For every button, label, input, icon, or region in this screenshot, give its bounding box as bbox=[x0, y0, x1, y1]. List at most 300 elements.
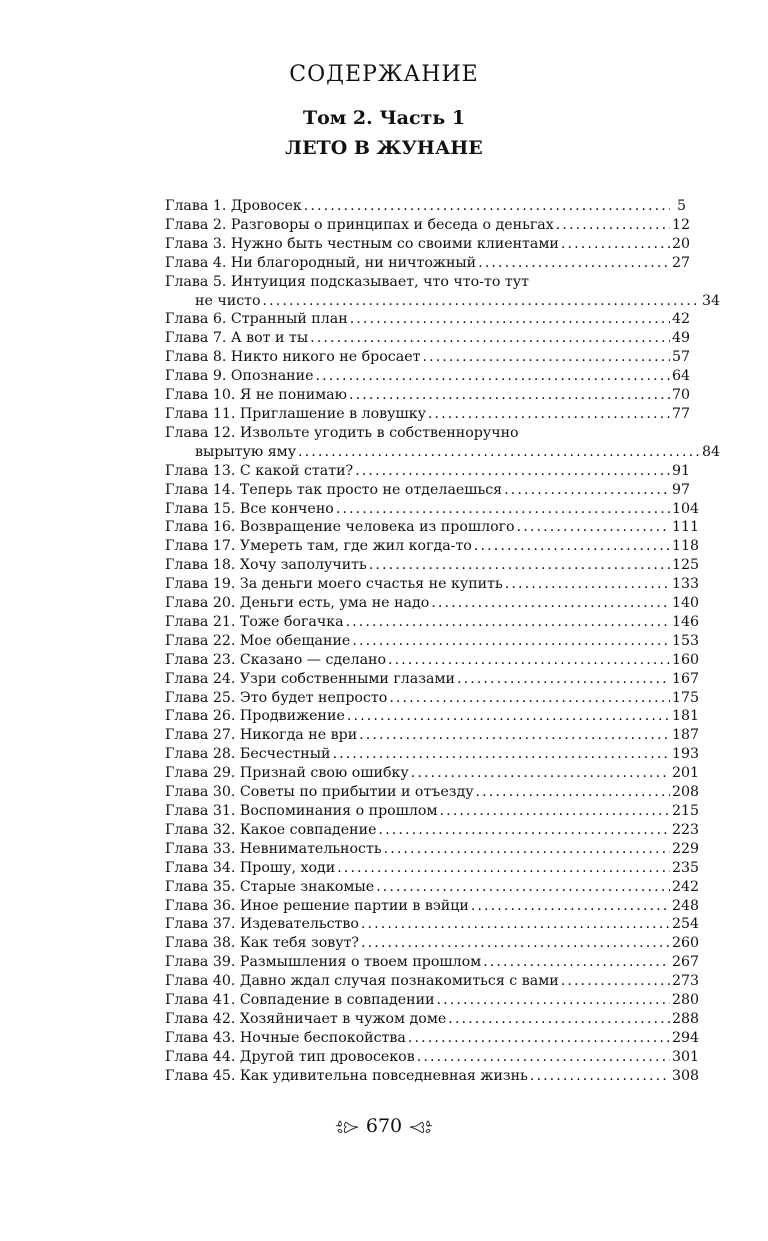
chapter-page: 254 bbox=[672, 916, 700, 933]
dot-leader bbox=[561, 235, 670, 254]
chapter-heading bbox=[165, 329, 308, 348]
chapter-page: 193 bbox=[672, 746, 700, 763]
toc-entry bbox=[165, 405, 691, 424]
chapter-page: 20 bbox=[672, 235, 691, 252]
chapter-label: Глава 41. bbox=[165, 992, 236, 1009]
chapter-page: 57 bbox=[672, 349, 691, 366]
dot-leader bbox=[355, 462, 670, 481]
chapter-page: 5 bbox=[676, 198, 686, 214]
toc-entry-line bbox=[165, 613, 700, 632]
chapter-label: Глава 40. bbox=[165, 973, 236, 990]
chapter-heading bbox=[165, 764, 409, 783]
chapter-page: 97 bbox=[672, 481, 691, 498]
chapter-heading bbox=[165, 934, 359, 953]
dot-leader bbox=[428, 405, 670, 424]
chapter-title: С какой стати? bbox=[239, 462, 354, 479]
toc-entry bbox=[165, 972, 700, 991]
toc-entry-line bbox=[165, 972, 700, 991]
toc-entry-line bbox=[165, 1029, 700, 1048]
chapter-label: Глава 23. bbox=[165, 651, 236, 668]
chapter-title: Советы по прибытии и отъезду bbox=[239, 784, 474, 801]
chapter-label: Глава 34. bbox=[165, 859, 236, 876]
dot-leader bbox=[505, 575, 670, 594]
chapter-label: Глава 31. bbox=[165, 803, 236, 819]
chapter-title: Опознание bbox=[230, 368, 314, 385]
chapter-heading bbox=[165, 915, 359, 934]
chapter-label: Глава 43. bbox=[165, 1029, 236, 1046]
chapter-label: Глава 16. bbox=[165, 519, 236, 536]
dot-leader bbox=[350, 310, 670, 329]
toc-entry bbox=[165, 1010, 700, 1029]
toc-entry bbox=[165, 537, 700, 556]
dot-leader bbox=[431, 594, 670, 613]
chapter-page: 248 bbox=[672, 897, 700, 914]
toc-entry-line bbox=[165, 197, 686, 216]
toc-entry-line bbox=[165, 348, 691, 367]
toc-entry bbox=[165, 216, 691, 235]
toc-entry-line bbox=[165, 386, 691, 405]
chapter-page: 167 bbox=[672, 670, 700, 687]
chapter-label: Глава 2. bbox=[165, 216, 227, 233]
chapter-label: Глава 28. bbox=[165, 746, 236, 763]
chapter-page: 160 bbox=[672, 651, 700, 668]
dot-leader bbox=[517, 518, 670, 537]
chapter-page: 201 bbox=[672, 765, 700, 782]
toc-entry bbox=[165, 1048, 700, 1067]
dot-leader bbox=[504, 481, 670, 500]
dot-leader bbox=[336, 500, 670, 519]
chapter-title: За деньги моего счастья не купить bbox=[239, 576, 503, 593]
chapter-heading bbox=[165, 462, 353, 481]
chapter-page: 42 bbox=[672, 311, 691, 328]
chapter-page: 181 bbox=[672, 708, 700, 725]
toc-entry bbox=[165, 859, 700, 878]
toc-entry bbox=[165, 878, 700, 897]
chapter-heading bbox=[165, 840, 382, 859]
chapter-label: Глава 17. bbox=[165, 538, 236, 555]
dot-leader bbox=[263, 292, 700, 311]
dot-leader bbox=[304, 197, 670, 216]
chapter-label: Глава 13. bbox=[165, 462, 236, 479]
toc-entry-line bbox=[165, 367, 691, 386]
chapter-heading bbox=[165, 197, 302, 216]
chapter-label: Глава 6. bbox=[165, 311, 227, 328]
flower-ornament-icon bbox=[408, 1118, 434, 1136]
chapter-title: Как тебя зовут? bbox=[239, 935, 360, 952]
chapter-title: Сказано — сделано bbox=[239, 651, 387, 668]
dot-leader bbox=[530, 1067, 670, 1086]
dot-leader bbox=[349, 386, 670, 405]
chapter-heading bbox=[165, 991, 435, 1010]
toc-entry bbox=[165, 594, 700, 613]
toc-entry-line bbox=[165, 1067, 700, 1086]
toc-entry bbox=[165, 235, 691, 254]
chapter-heading bbox=[165, 367, 313, 386]
dot-leader bbox=[422, 348, 670, 367]
chapter-label: Глава 36. bbox=[165, 897, 236, 914]
chapter-heading bbox=[165, 1067, 528, 1086]
toc-entry-line bbox=[165, 632, 700, 651]
chapter-label: Глава 33. bbox=[165, 840, 236, 857]
chapter-title: Странный план bbox=[230, 311, 348, 328]
dot-leader bbox=[352, 632, 670, 651]
toc-entry bbox=[165, 707, 700, 726]
toc-entry-line bbox=[165, 310, 691, 329]
chapter-title: Ни благородный, ни ничтожный bbox=[230, 254, 477, 271]
toc-entry-line bbox=[165, 859, 700, 878]
toc-entry bbox=[165, 670, 700, 689]
chapter-label: Глава 44. bbox=[165, 1048, 236, 1065]
flower-ornament-icon bbox=[334, 1118, 360, 1136]
chapter-heading bbox=[165, 670, 455, 689]
toc-entry-line bbox=[165, 991, 700, 1010]
dot-leader bbox=[347, 707, 670, 726]
chapter-label: Глава 42. bbox=[165, 1010, 236, 1027]
dot-leader bbox=[332, 745, 670, 764]
chapter-heading bbox=[165, 1048, 415, 1067]
toc-entry bbox=[165, 613, 700, 632]
toc-entry bbox=[165, 802, 700, 821]
dot-leader bbox=[359, 726, 670, 745]
chapter-heading bbox=[165, 386, 347, 405]
chapter-page: 215 bbox=[672, 803, 700, 819]
chapter-title: Совпадение в совпадении bbox=[239, 992, 435, 1009]
toc-entry bbox=[165, 273, 721, 311]
toc-entry-line bbox=[165, 518, 700, 537]
chapter-label: Глава 14. bbox=[165, 481, 236, 498]
page-footer bbox=[0, 1115, 768, 1137]
chapter-label: Глава 11. bbox=[165, 405, 236, 422]
toc-entry-first-line bbox=[165, 273, 686, 292]
toc-entry bbox=[165, 310, 691, 329]
chapter-label: Глава 24. bbox=[165, 670, 236, 687]
chapter-page: 267 bbox=[672, 954, 700, 971]
chapter-title: Старые знакомые bbox=[239, 878, 375, 895]
dot-leader bbox=[474, 537, 670, 556]
chapter-page: 208 bbox=[672, 784, 700, 801]
toc-entry-line bbox=[165, 745, 700, 764]
toc-entry-line bbox=[165, 783, 700, 802]
chapter-label: Глава 19. bbox=[165, 576, 236, 593]
chapter-page: 133 bbox=[672, 576, 700, 593]
dot-leader bbox=[437, 991, 670, 1010]
toc-entry-line bbox=[165, 670, 700, 689]
chapter-heading bbox=[165, 500, 334, 519]
toc-entry-line bbox=[165, 897, 700, 916]
chapter-heading bbox=[165, 518, 515, 537]
toc-entry bbox=[165, 386, 691, 405]
chapter-label: Глава 18. bbox=[165, 557, 236, 574]
chapter-page: 294 bbox=[672, 1029, 700, 1046]
dot-leader bbox=[411, 764, 670, 783]
dot-leader bbox=[478, 254, 670, 273]
dot-leader bbox=[471, 897, 670, 916]
chapter-title: Иное решение партии в вэйци bbox=[239, 897, 469, 914]
chapter-label: Глава 4. bbox=[165, 254, 227, 271]
toc-entry-line bbox=[165, 821, 700, 840]
dot-leader bbox=[298, 443, 700, 462]
toc-entry bbox=[165, 500, 700, 519]
chapter-label: Глава 45. bbox=[165, 1067, 236, 1084]
dot-leader bbox=[448, 1010, 670, 1029]
toc-entry bbox=[165, 348, 691, 367]
chapter-page: 308 bbox=[672, 1067, 700, 1084]
toc-entry-line bbox=[165, 802, 700, 821]
toc-entry bbox=[165, 821, 700, 840]
chapter-page: 242 bbox=[672, 878, 700, 895]
toc-entry-line bbox=[165, 934, 700, 953]
toc-entry bbox=[165, 840, 700, 859]
toc-entry bbox=[165, 953, 700, 972]
chapter-heading bbox=[165, 897, 469, 916]
dot-leader bbox=[376, 878, 670, 897]
chapter-heading bbox=[165, 575, 503, 594]
toc-entry-line bbox=[165, 1010, 700, 1029]
chapter-label: Глава 15. bbox=[165, 500, 236, 517]
chapter-title: Умереть там, где жил когда-то bbox=[239, 538, 472, 555]
volume-title: Том 2. Часть 1 bbox=[302, 107, 466, 129]
chapter-title: Продвижение bbox=[239, 708, 345, 725]
chapter-title: Другой тип дровосеков bbox=[239, 1048, 415, 1065]
chapter-heading bbox=[165, 632, 350, 651]
chapter-title: Нужно быть честным со своими клиентами bbox=[230, 235, 559, 252]
toc-entry-line bbox=[165, 840, 700, 859]
chapter-page: 84 bbox=[702, 443, 721, 460]
chapter-title: Мое обещание bbox=[239, 632, 351, 649]
toc-entry-line bbox=[165, 443, 721, 462]
chapter-page: 70 bbox=[672, 387, 691, 404]
toc-entry bbox=[165, 367, 691, 386]
chapter-title: Какое совпадение bbox=[239, 821, 377, 838]
chapter-heading bbox=[165, 613, 344, 632]
toc-entry bbox=[165, 915, 700, 934]
toc-entry-line bbox=[165, 953, 700, 972]
chapter-heading bbox=[165, 216, 554, 235]
chapter-title: Ночные беспокойства bbox=[239, 1029, 406, 1046]
toc-entry-line bbox=[165, 235, 691, 254]
chapter-page: 49 bbox=[672, 330, 691, 347]
toc-entry bbox=[165, 462, 691, 481]
dot-leader bbox=[483, 953, 670, 972]
toc-entry bbox=[165, 764, 700, 783]
dot-leader bbox=[556, 216, 670, 235]
dot-leader bbox=[457, 670, 670, 689]
chapter-title: Приглашение в ловушку bbox=[239, 405, 426, 422]
chapter-label: Глава 3. bbox=[165, 235, 227, 252]
dot-leader bbox=[408, 1029, 670, 1048]
chapter-label: Глава 39. bbox=[165, 954, 236, 971]
chapter-title: Возвращение человека из прошлого bbox=[239, 519, 515, 536]
chapter-heading bbox=[165, 953, 481, 972]
toc-entry bbox=[165, 632, 700, 651]
page-number: 670 bbox=[365, 1115, 403, 1137]
chapter-title: Невнимательность bbox=[239, 840, 382, 857]
chapter-page: 273 bbox=[672, 973, 700, 990]
toc-entry bbox=[165, 1029, 700, 1048]
chapter-heading bbox=[165, 878, 374, 897]
chapter-title: Воспоминания о прошлом bbox=[239, 803, 438, 819]
chapter-title: Интуиция подсказывает, что что-то тут bbox=[230, 273, 529, 290]
toc-entry bbox=[165, 991, 700, 1010]
dot-leader bbox=[379, 821, 671, 840]
chapter-heading bbox=[165, 651, 386, 670]
chapter-label: Глава 12. bbox=[165, 424, 236, 441]
chapter-title: Это будет непросто bbox=[239, 689, 388, 706]
chapter-heading bbox=[165, 689, 387, 708]
toc-entry bbox=[165, 651, 700, 670]
chapter-label: Глава 20. bbox=[165, 595, 236, 612]
chapter-title: А вот и ты bbox=[230, 330, 309, 347]
dot-leader bbox=[361, 934, 670, 953]
chapter-heading bbox=[165, 821, 377, 840]
chapter-title: Все кончено bbox=[239, 500, 334, 517]
toc-entry-line bbox=[165, 651, 700, 670]
dot-leader bbox=[337, 859, 670, 878]
contents-heading: СОДЕРЖАНИЕ bbox=[289, 62, 479, 87]
chapter-label: Глава 10. bbox=[165, 387, 236, 404]
toc-entry bbox=[165, 689, 700, 708]
chapter-page: 91 bbox=[672, 462, 691, 479]
chapter-title: Как удивительна повседневная жизнь bbox=[239, 1067, 528, 1084]
chapter-page: 104 bbox=[672, 500, 700, 517]
dot-leader bbox=[417, 1048, 670, 1067]
chapter-title: Хочу заполучить bbox=[239, 557, 367, 574]
chapter-title: Деньги есть, ума не надо bbox=[239, 595, 430, 612]
chapter-page: 77 bbox=[672, 405, 691, 422]
toc-entry-line bbox=[165, 878, 700, 897]
toc-entry-line bbox=[165, 500, 700, 519]
chapter-page: 260 bbox=[672, 935, 700, 952]
toc-entry-line bbox=[165, 1048, 700, 1067]
chapter-heading bbox=[165, 556, 367, 575]
chapter-title: Теперь так просто не отделаешься bbox=[239, 481, 503, 498]
toc-entry bbox=[165, 934, 700, 953]
chapter-heading bbox=[165, 707, 345, 726]
chapter-title: Хозяйничает в чужом доме bbox=[239, 1010, 447, 1027]
chapter-label: Глава 37. bbox=[165, 916, 236, 933]
chapter-heading bbox=[165, 254, 476, 273]
chapter-title: Признай свою ошибку bbox=[239, 765, 409, 782]
chapter-title: Разговоры о принципах и беседа о деньгах bbox=[230, 216, 554, 233]
chapter-heading bbox=[165, 481, 502, 500]
toc-entry-first-line bbox=[165, 424, 686, 443]
dot-leader bbox=[384, 840, 670, 859]
dot-leader bbox=[369, 556, 670, 575]
chapter-label: Глава 30. bbox=[165, 784, 236, 801]
toc-entry-line bbox=[165, 726, 700, 745]
dot-leader bbox=[561, 972, 670, 991]
chapter-title-continuation: не чисто bbox=[195, 292, 261, 309]
toc-entry bbox=[165, 197, 686, 216]
chapter-heading bbox=[165, 859, 335, 878]
chapter-page: 175 bbox=[672, 689, 700, 706]
chapter-page: 140 bbox=[672, 595, 700, 612]
toc-entry bbox=[165, 783, 700, 802]
toc-entry bbox=[165, 1067, 700, 1086]
dot-leader bbox=[389, 689, 670, 708]
toc-entry bbox=[165, 481, 691, 500]
toc-entry bbox=[165, 897, 700, 916]
toc-entry bbox=[165, 424, 721, 462]
toc-entry-line bbox=[165, 329, 691, 348]
toc-entry-line bbox=[165, 764, 700, 783]
chapter-page: 118 bbox=[672, 538, 700, 555]
chapter-title: Давно ждал случая познакомиться с вами bbox=[239, 973, 559, 990]
chapter-page: 125 bbox=[672, 557, 700, 574]
chapter-page: 153 bbox=[672, 632, 700, 649]
toc-entry-line bbox=[165, 216, 691, 235]
toc-entry bbox=[165, 575, 700, 594]
toc-entry-line bbox=[165, 707, 700, 726]
dot-leader bbox=[310, 329, 670, 348]
toc-entry-line bbox=[165, 481, 691, 500]
chapter-title: Никогда не ври bbox=[239, 727, 358, 744]
toc-entry-line bbox=[165, 537, 700, 556]
chapter-page: 111 bbox=[672, 519, 700, 536]
chapter-label: Глава 26. bbox=[165, 708, 236, 725]
chapter-title: Узри собственными глазами bbox=[239, 670, 455, 687]
chapter-title: Никто никого не бросает bbox=[230, 349, 421, 366]
chapter-page: 34 bbox=[702, 292, 721, 309]
dot-leader bbox=[388, 651, 670, 670]
chapter-page: 235 bbox=[672, 859, 700, 876]
dot-leader bbox=[315, 367, 670, 386]
chapter-title: Я не понимаю bbox=[239, 387, 347, 404]
chapter-label: Глава 8. bbox=[165, 349, 227, 366]
chapter-heading bbox=[165, 1010, 446, 1029]
chapter-heading bbox=[165, 537, 472, 556]
chapter-title-continuation: вырытую яму bbox=[195, 443, 297, 460]
chapter-label: Глава 22. bbox=[165, 632, 236, 649]
toc-entry bbox=[165, 329, 691, 348]
toc-entry-line bbox=[165, 462, 691, 481]
chapter-heading bbox=[165, 745, 330, 764]
chapter-heading bbox=[165, 405, 426, 424]
chapter-heading bbox=[165, 1029, 406, 1048]
toc-entry bbox=[165, 726, 700, 745]
toc-entry-line bbox=[165, 915, 700, 934]
chapter-label: Глава 25. bbox=[165, 689, 236, 706]
toc-entry bbox=[165, 556, 700, 575]
chapter-page: 229 bbox=[672, 840, 700, 857]
chapter-title: Дровосек bbox=[230, 198, 302, 214]
chapter-page: 146 bbox=[672, 613, 700, 630]
toc-entry-line bbox=[165, 575, 700, 594]
chapter-title: Размышления о твоем прошлом bbox=[239, 954, 482, 971]
chapter-page: 27 bbox=[672, 254, 691, 271]
chapter-page: 64 bbox=[672, 368, 691, 385]
chapter-label: Глава 29. bbox=[165, 765, 236, 782]
toc-entry-line bbox=[165, 254, 691, 273]
chapter-heading bbox=[165, 310, 348, 329]
chapter-label: Глава 32. bbox=[165, 821, 236, 838]
chapter-heading bbox=[165, 594, 429, 613]
toc-entry-line bbox=[165, 292, 721, 311]
chapter-page: 301 bbox=[672, 1048, 700, 1065]
toc-entry bbox=[165, 745, 700, 764]
toc-entry-line bbox=[165, 556, 700, 575]
toc-entry-line bbox=[165, 405, 691, 424]
chapter-title: Тоже богачка bbox=[239, 613, 344, 630]
chapter-label: Глава 21. bbox=[165, 613, 236, 630]
chapter-title: Бесчестный bbox=[239, 746, 331, 763]
chapter-heading bbox=[165, 235, 559, 254]
chapter-title: Извольте угодить в собственноручно bbox=[239, 424, 519, 441]
chapter-label: Глава 35. bbox=[165, 878, 236, 895]
chapter-page: 288 bbox=[672, 1010, 700, 1027]
dot-leader bbox=[346, 613, 670, 632]
toc-entry-line bbox=[165, 689, 700, 708]
